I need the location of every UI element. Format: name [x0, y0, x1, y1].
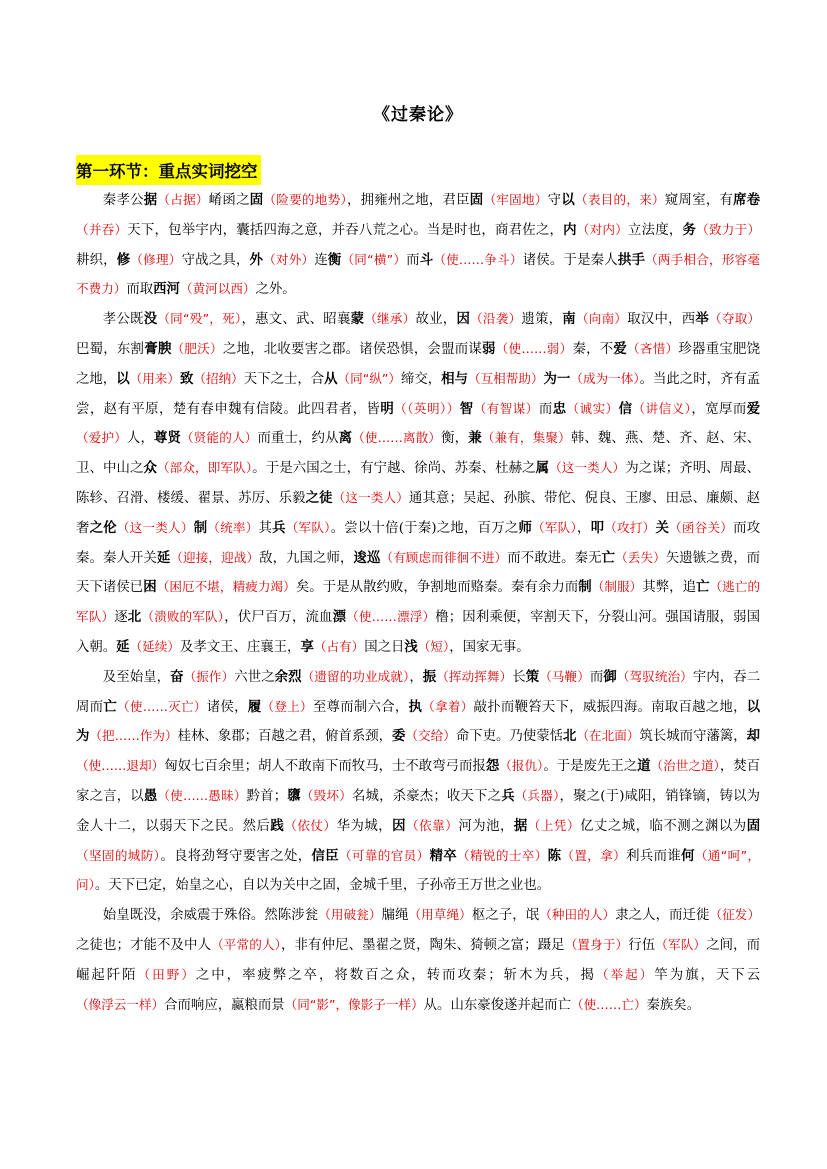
- paragraph: [76, 305, 760, 663]
- keyword: 逡巡: [353, 549, 381, 566]
- keyword: 愚: [143, 787, 158, 804]
- text-run: 其弊，追: [642, 580, 697, 596]
- text-run: 长: [512, 669, 526, 685]
- text-run: ，聚之(于)咸阳，销锋镝，铸以为金人十二，以弱天下之民。然后: [76, 788, 761, 834]
- text-run: ，惠文、武、昭襄: [241, 312, 351, 328]
- section-heading: 第一环节：重点实词挖空: [76, 155, 261, 185]
- text-run: 筑长城而守藩篱，: [639, 729, 747, 745]
- text-run: 遗策，: [521, 312, 563, 328]
- text-run: 。于是废先王之: [543, 759, 638, 775]
- gloss-note: （依靠）: [406, 817, 459, 833]
- keyword: 浅: [404, 638, 418, 655]
- passage-body: [76, 186, 760, 1020]
- keyword: 爱: [613, 340, 628, 357]
- gloss-note: （平常的人）: [211, 936, 282, 952]
- text-run: 为之谋；齐明、周最、陈轸、召滑、楼缓、翟景、苏厉、乐毅: [76, 461, 761, 506]
- keyword: 执: [408, 698, 423, 715]
- gloss-note: （困厄不堪，精疲力竭）: [156, 579, 296, 595]
- keyword: 亡: [103, 698, 117, 715]
- keyword: 修: [116, 251, 131, 268]
- gloss-note: （同“横”）: [341, 251, 407, 267]
- gloss-note: （像浮云一样）: [76, 996, 165, 1012]
- gloss-note: （延续）: [129, 638, 180, 654]
- text-run: 华为城，: [336, 818, 393, 834]
- keyword: 享: [300, 638, 314, 655]
- text-run: 秦，不: [572, 341, 614, 357]
- keyword: 何: [681, 847, 695, 864]
- keyword: 众: [143, 460, 157, 477]
- text-run: 。天下已定，始皇之心，自以为关中之固，金城千里，子孙帝王万世之业也。: [94, 878, 551, 894]
- document-page: [76, 100, 760, 1020]
- gloss-note: （坚固的城防）: [76, 847, 161, 863]
- gloss-note: （登上）: [261, 698, 313, 714]
- text-run: 矣。于是从散约败，争割地而赂秦。秦有余力而: [295, 580, 579, 596]
- gloss-note: （险要的地势）: [263, 192, 347, 207]
- gloss-note: （治世之道）: [650, 758, 720, 774]
- gloss-note: （挥动挥舞）: [436, 668, 513, 684]
- keyword: 奋: [170, 668, 184, 685]
- text-run: 衡，: [441, 431, 469, 447]
- gloss-note: （致力于）: [696, 221, 761, 237]
- gloss-note: （统率）: [207, 519, 259, 535]
- keyword: 之徒: [305, 489, 333, 506]
- keyword: 兼: [468, 430, 482, 447]
- text-run: 牖绳: [381, 908, 409, 924]
- gloss-note: （使……弱）: [495, 340, 573, 356]
- keyword: 爱: [746, 400, 761, 417]
- gloss-note: （招纳）: [193, 370, 244, 386]
- text-run: 诸侯。于是秦人: [522, 252, 618, 268]
- keyword: 离: [338, 430, 353, 447]
- gloss-note: （马鞭）: [539, 668, 590, 684]
- keyword: 践: [270, 817, 285, 834]
- keyword: 智: [459, 400, 474, 417]
- keyword: 延: [156, 549, 171, 566]
- text-run: 国之日: [364, 639, 405, 655]
- text-run: 天下之士，合: [243, 371, 325, 387]
- gloss-note: （置身于）: [564, 936, 629, 952]
- text-run: 之外。: [255, 282, 296, 298]
- text-run: 而不敢进。秦无: [507, 550, 602, 566]
- keyword: 关: [655, 519, 670, 536]
- gloss-note: （互相帮助）: [467, 370, 544, 386]
- text-run: 名城，杀豪杰；收天下之: [351, 788, 502, 804]
- gloss-note: （这一类人）: [332, 489, 409, 505]
- gloss-note: （短）: [417, 638, 450, 654]
- keyword: 据: [513, 817, 528, 834]
- gloss-note: （兼有，集聚）: [481, 430, 571, 446]
- text-run: 桂林、象郡；百越之君，俯首系颈，: [177, 729, 393, 745]
- keyword: 固: [469, 192, 484, 208]
- keyword: 兵: [272, 519, 286, 536]
- keyword: 蒙: [350, 311, 365, 328]
- keyword: 北: [563, 728, 577, 745]
- text-run: 利兵而谁: [626, 848, 682, 864]
- gloss-note: （种田的人）: [539, 907, 616, 923]
- text-run: 。当此之时，齐有孟尝，赵有平原，楚有春申魏有信陵。此四君者，皆: [76, 371, 761, 417]
- keyword: 明: [380, 400, 395, 417]
- gloss-note: （上凭）: [527, 817, 581, 833]
- keyword: 务: [682, 221, 697, 238]
- text-run: 而取: [126, 282, 154, 298]
- keyword: 席卷: [733, 192, 761, 208]
- keyword: 御: [603, 668, 617, 685]
- gloss-note: （夺取）: [709, 311, 761, 327]
- keyword: 因: [392, 817, 406, 834]
- text-run: 敲扑而鞭笞天下，威振四海。南取百越之地，: [473, 699, 747, 715]
- gloss-note: （贤能的人）: [181, 430, 258, 446]
- gloss-note: （兵器）: [514, 787, 560, 803]
- gloss-note: （军队）: [532, 519, 577, 535]
- gloss-note: （占据）: [157, 192, 209, 207]
- keyword: 忠: [552, 400, 567, 417]
- gloss-note: （拿着）: [422, 698, 474, 714]
- gloss-note: （同“影”，像影子一样）: [284, 996, 424, 1012]
- gloss-note: （使……漂浮）: [346, 609, 436, 625]
- gloss-note: （驾驭统治）: [616, 668, 693, 684]
- keyword: 以: [116, 370, 130, 387]
- gloss-note: （精锐的士卒）: [457, 847, 548, 863]
- gloss-note: （继承）: [364, 311, 416, 327]
- gloss-note: （攻打）: [604, 519, 656, 535]
- gloss-note: （并吞）: [76, 221, 128, 237]
- keyword: 相与: [441, 370, 468, 387]
- gloss-note: （对内）: [576, 221, 629, 237]
- keyword: 内: [563, 221, 577, 238]
- keyword: 为一: [543, 370, 571, 387]
- gloss-note: （（英明））: [394, 400, 460, 416]
- text-run: 竿为旗，天下云: [654, 967, 761, 983]
- text-run: ，非有仲尼、墨翟之贤，陶朱、猗顿之富；蹑足: [281, 937, 565, 953]
- keyword: 西河: [153, 281, 180, 298]
- paragraph: [76, 901, 760, 1020]
- text-run: 行伍: [628, 937, 656, 953]
- text-run: 珍器重宝肥饶之地，: [76, 341, 761, 387]
- text-run: 而: [406, 252, 420, 268]
- text-run: 诸侯，: [206, 699, 248, 715]
- gloss-note: （爱护）: [76, 430, 127, 446]
- keyword: 策: [525, 668, 540, 685]
- keyword: 亡: [601, 549, 616, 566]
- text-run: ，宽厚而: [691, 401, 747, 417]
- text-run: ，拥雍州之地，君臣: [347, 193, 470, 208]
- text-run: ，伏尸百万，流血: [224, 610, 333, 626]
- gloss-note: （使……灭亡）: [117, 698, 207, 714]
- keyword: 拱手: [617, 251, 646, 268]
- keyword: 致: [179, 370, 194, 387]
- gloss-note: （向南）: [575, 311, 628, 327]
- keyword: 从: [324, 370, 338, 387]
- gloss-note: （征发）: [709, 907, 761, 923]
- text-run: 而攻秦。秦人开关: [76, 520, 761, 566]
- text-run: 立法度，: [628, 222, 683, 238]
- text-run: 隶之人，而迁徙: [615, 908, 710, 924]
- text-run: 。良将劲弩守要害之处，: [160, 848, 312, 864]
- keyword: 弱: [482, 340, 496, 357]
- text-run: 至尊而制六合，: [312, 699, 409, 715]
- keyword: 怨: [485, 758, 500, 775]
- gloss-note: （报仇）: [499, 758, 544, 774]
- keyword: 之伦: [89, 519, 117, 536]
- text-run: 秦孝公: [102, 193, 144, 208]
- gloss-note: （这一类人）: [549, 460, 626, 476]
- gloss-note: （使……亡）: [570, 996, 647, 1012]
- gloss-note: （沿袭）: [470, 311, 522, 327]
- keyword: 固: [746, 817, 761, 834]
- text-run: 匈奴七百余里；胡人不敢南下而牧马，士不敢弯弓而报: [164, 759, 486, 775]
- text-run: 连: [314, 252, 328, 268]
- keyword: 漂: [332, 609, 347, 626]
- gloss-note: （用破瓮）: [318, 907, 382, 923]
- gloss-note: （同“殁”，死）: [157, 311, 242, 327]
- text-run: 亿丈之城，临不测之渊以为: [580, 818, 747, 834]
- text-run: ，焚百家之言，以: [76, 759, 761, 804]
- gloss-note: （用来）: [129, 370, 180, 386]
- keyword: 衡: [327, 251, 342, 268]
- text-run: 之徒也；才能不及中人: [76, 937, 212, 953]
- gloss-note: （占有）: [313, 638, 365, 654]
- keyword: 属: [535, 460, 550, 477]
- text-run: 崤函之: [208, 193, 250, 208]
- text-run: 通其意；吴起、孙膑、带佗、倪良、王廖、田忌、廉颇、赵奢: [76, 490, 761, 536]
- gloss-note: （溃败的军队）: [141, 609, 225, 625]
- keyword: 据: [143, 192, 158, 208]
- gloss-note: （振作）: [183, 668, 235, 684]
- keyword: 尊贤: [153, 430, 182, 447]
- gloss-note: （使……愚昧）: [157, 787, 247, 803]
- keyword: 外: [249, 251, 264, 268]
- text-run: 从。山东豪俊遂并起而亡: [423, 997, 571, 1013]
- text-run: ，: [576, 520, 591, 536]
- document-title: 《过秦论》: [373, 105, 463, 125]
- text-run: 守: [547, 193, 562, 208]
- keyword: 陈: [547, 847, 562, 864]
- text-run: 之间，而崛起阡陌: [76, 937, 761, 983]
- gloss-note: （军队）: [655, 936, 707, 952]
- gloss-note: （对外）: [263, 251, 315, 267]
- text-run: 其: [258, 520, 273, 536]
- keyword: 北: [127, 609, 142, 626]
- text-run: ，国家无事。: [449, 639, 530, 655]
- gloss-note: （讲信义）: [632, 400, 692, 416]
- keyword: 膏腴: [144, 340, 172, 357]
- text-run: 之中，率疲弊之卒，将数百之众，转而攻秦；斩木为兵，揭: [195, 967, 596, 983]
- gloss-note: （田野）: [137, 966, 196, 982]
- gloss-note: （部众，即军队）: [156, 460, 253, 476]
- text-run: 韩、魏、燕、楚、齐、赵、宋、卫、中山之: [76, 431, 761, 477]
- keyword: 斗: [419, 251, 434, 268]
- gloss-note: （使……离散）: [352, 430, 442, 446]
- text-run: 河为池，: [458, 818, 514, 834]
- gloss-note: （逃亡的军队）: [76, 579, 761, 625]
- gloss-note: （迎接，迎战）: [170, 549, 260, 565]
- keyword: 余烈: [274, 668, 302, 685]
- keyword: 以: [561, 192, 575, 208]
- text-run: 秦族矣。: [646, 997, 701, 1013]
- gloss-note: （毁坏）: [300, 787, 352, 803]
- text-run: 。尝以十倍(于秦)之地，百万之: [330, 520, 519, 536]
- text-run: 及孝文王、庄襄王，: [179, 639, 301, 655]
- keyword: 师: [518, 519, 533, 536]
- keyword: 制: [193, 519, 208, 536]
- gloss-note: （丢失）: [615, 549, 666, 565]
- text-run: 命下吏。乃使蒙恬: [455, 729, 564, 745]
- keyword: 因: [456, 311, 471, 328]
- keyword: 精卒: [429, 847, 458, 864]
- paragraph: [76, 186, 760, 305]
- gloss-note: （举起）: [595, 966, 655, 982]
- text-run: 缔交，: [400, 371, 442, 387]
- keyword: 道: [637, 758, 651, 775]
- text-run: 枢之子，氓: [471, 908, 540, 924]
- text-run: 。于是六国之士，有宁越、徐尚、苏秦、杜赫之: [252, 461, 536, 477]
- gloss-note: （吝惜）: [627, 340, 679, 356]
- paragraph: [76, 663, 760, 901]
- text-run: 及至始皇，: [102, 669, 171, 685]
- keyword: 兵: [501, 787, 515, 804]
- text-run: 耕织，: [76, 252, 117, 268]
- gloss-note: （黄河以西）: [179, 281, 256, 297]
- keyword: 隳: [287, 787, 301, 804]
- gloss-note: （同“纵”）: [337, 370, 401, 386]
- gloss-note: （遗留的功业成就）: [301, 668, 410, 684]
- text-run: 矢遗镞之费，而天下诸侯已: [76, 550, 761, 596]
- keyword: 委: [392, 728, 406, 745]
- keyword: 叩: [590, 519, 605, 536]
- gloss-note: （依仗）: [284, 817, 337, 833]
- gloss-note: （可靠的官员）: [338, 847, 430, 863]
- gloss-note: （置，拿）: [561, 847, 627, 863]
- gloss-note: （诚实）: [566, 400, 619, 416]
- gloss-note: （制服）: [591, 579, 643, 595]
- keyword: 振: [422, 668, 437, 685]
- text-run: 敌，九国之师，: [259, 550, 354, 566]
- text-run: 宇内，吞二周而: [76, 669, 761, 715]
- text-run: 逐: [114, 610, 128, 626]
- text-run: 取汉中，西: [627, 312, 696, 328]
- gloss-note: （用草绳）: [408, 907, 472, 923]
- keyword: 亡: [696, 579, 710, 596]
- keyword: 没: [143, 311, 158, 328]
- keyword: 以为: [76, 698, 761, 745]
- keyword: 延: [116, 638, 130, 655]
- text-run: 而: [589, 669, 604, 685]
- gloss-note: （两手相合，形容毫不费力）: [76, 251, 761, 297]
- gloss-note: （表目的，来）: [574, 192, 665, 207]
- gloss-note: （有顾虑而徘徊不进）: [380, 549, 508, 565]
- keyword: 信: [618, 400, 633, 417]
- text-run: ，: [409, 669, 423, 685]
- gloss-note: （使……争斗）: [433, 251, 523, 267]
- keyword: 制: [578, 579, 592, 596]
- text-run: 六世之: [234, 669, 275, 685]
- keyword: 举: [695, 311, 710, 328]
- text-run: 而: [538, 401, 553, 417]
- text-run: 合而响应，赢粮而景: [164, 997, 285, 1013]
- gloss-note: （通“呵”，问）: [76, 847, 761, 893]
- keyword: 南: [562, 311, 576, 328]
- text-run: 始皇既没，余威震于殊俗。然陈涉瓮: [102, 908, 319, 924]
- gloss-note: （肥沃）: [171, 340, 223, 356]
- text-run: 人，: [126, 431, 154, 447]
- text-run: 孝公既: [102, 312, 144, 328]
- text-run: 巴蜀，东割: [76, 341, 145, 357]
- keyword: 却: [746, 728, 761, 745]
- text-run: 之地，北收要害之郡。诸侯恐惧，会盟而谋: [222, 341, 483, 357]
- text-run: 橹；因利乘便，宰割天下，分裂山河。强国请服，弱国入朝。: [76, 610, 761, 655]
- gloss-note: （交给）: [405, 728, 456, 744]
- gloss-note: （函谷关）: [669, 519, 734, 535]
- keyword: 履: [247, 698, 262, 715]
- text-run: 守战之具，: [181, 252, 250, 268]
- text-run: 窥周室，有: [664, 193, 734, 208]
- gloss-note: （成为一体）: [570, 370, 640, 386]
- gloss-note: （军队）: [285, 519, 331, 535]
- gloss-note: （这一类人）: [116, 519, 194, 535]
- keyword: 困: [143, 579, 157, 596]
- text-run: 天下，包举宇内，囊括四海之意，并吞八荒之心。当是时也，商君佐之，: [127, 222, 564, 238]
- gloss-note: （有智谋）: [473, 400, 539, 416]
- gloss-note: （牢固地）: [483, 192, 548, 207]
- text-run: 黔首；: [246, 788, 288, 804]
- gloss-note: （使……退却）: [76, 758, 165, 774]
- gloss-note: （修理）: [130, 251, 182, 267]
- text-run: 故业，: [415, 312, 457, 328]
- gloss-note: （在北面）: [576, 728, 640, 744]
- keyword: 固: [249, 192, 264, 208]
- gloss-note: （把……作为）: [89, 728, 178, 744]
- keyword: 信臣: [311, 847, 339, 864]
- text-run: 而重士，约从: [257, 431, 339, 447]
